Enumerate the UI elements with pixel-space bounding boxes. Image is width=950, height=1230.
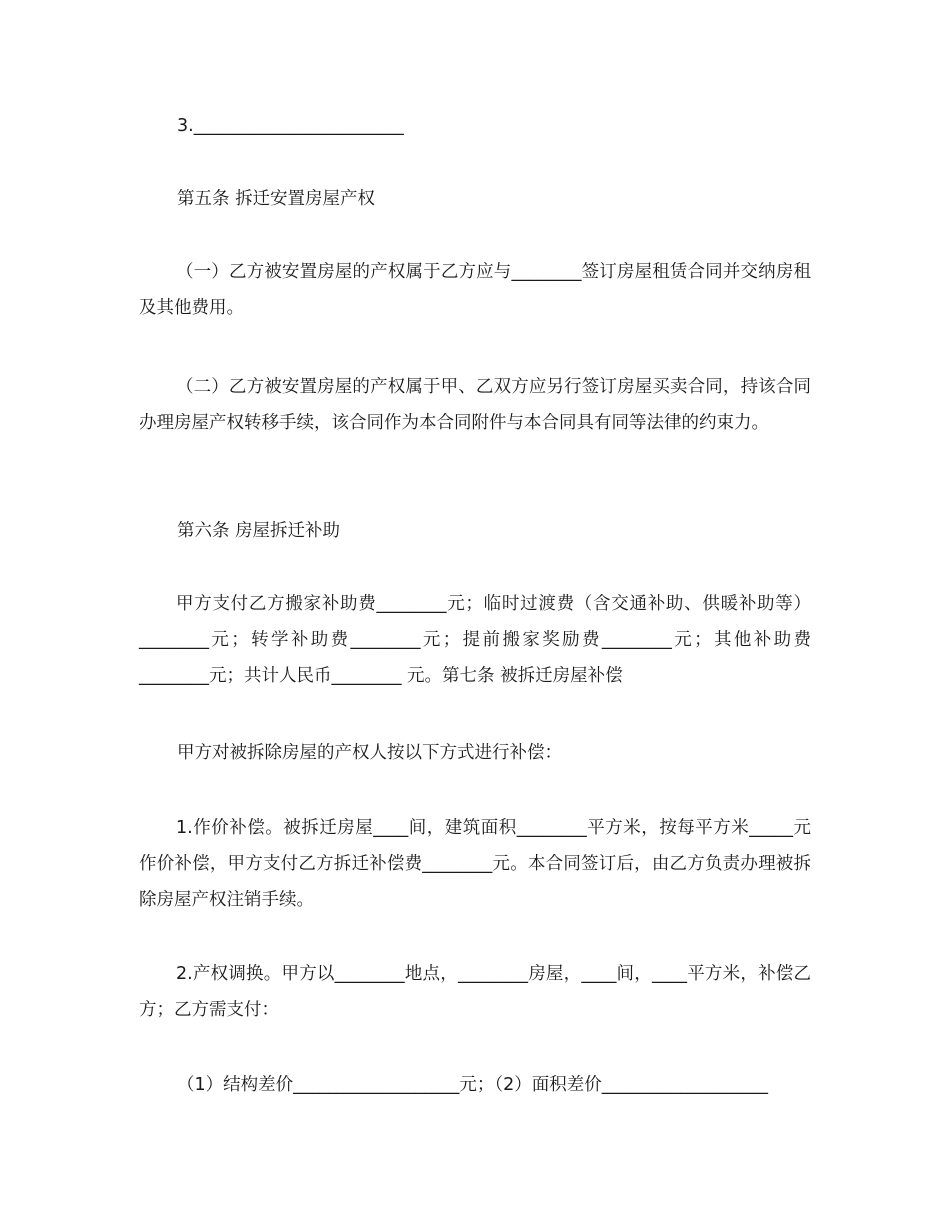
- article-6-title: 第六条 房屋拆迁补助: [177, 521, 341, 541]
- article-7-intro: 甲方对被拆除房屋的产权人按以下方式进行补偿：: [177, 743, 562, 763]
- article-6-paragraph: 甲方支付乙方搬家补助费________元；临时过渡费（含交通补助、供暖补助等）________元；转学补助费________元；提前搬家奖励费________元；其他补助费________元；共计人民币________ 元。第七条 被拆迁房屋补偿: [139, 594, 811, 686]
- article-7-item-2: 2.产权调换。甲方以________地点，________房屋，____间，____平方米，补偿乙方；乙方需支付：: [139, 964, 811, 1020]
- article-5-paragraph-1: （一）乙方被安置房屋的产权属于乙方应与________签订房屋租赁合同并交纳房租及其他费用。: [139, 262, 811, 318]
- article-5-title: 第五条 拆迁安置房屋产权: [177, 189, 376, 209]
- article-7-item-1: 1.作价补偿。被拆迁房屋____间，建筑面积________平方米，按每平方米_____元作价补偿，甲方支付乙方拆迁补偿费________元。本合同签订后，由乙方负责办理被拆除房屋产权注销手续。: [139, 818, 811, 910]
- article-7-item-2-subitems: （1）结构差价___________________元；（2）面积差价___________________: [177, 1075, 769, 1095]
- article-5-paragraph-2: （二）乙方被安置房屋的产权属于甲、乙双方应另行签订房屋买卖合同，持该合同办理房屋产权转移手续，该合同作为本合同附件与本合同具有同等法律的约束力。: [139, 377, 811, 433]
- item-3-blank: 3.________________________: [177, 116, 404, 136]
